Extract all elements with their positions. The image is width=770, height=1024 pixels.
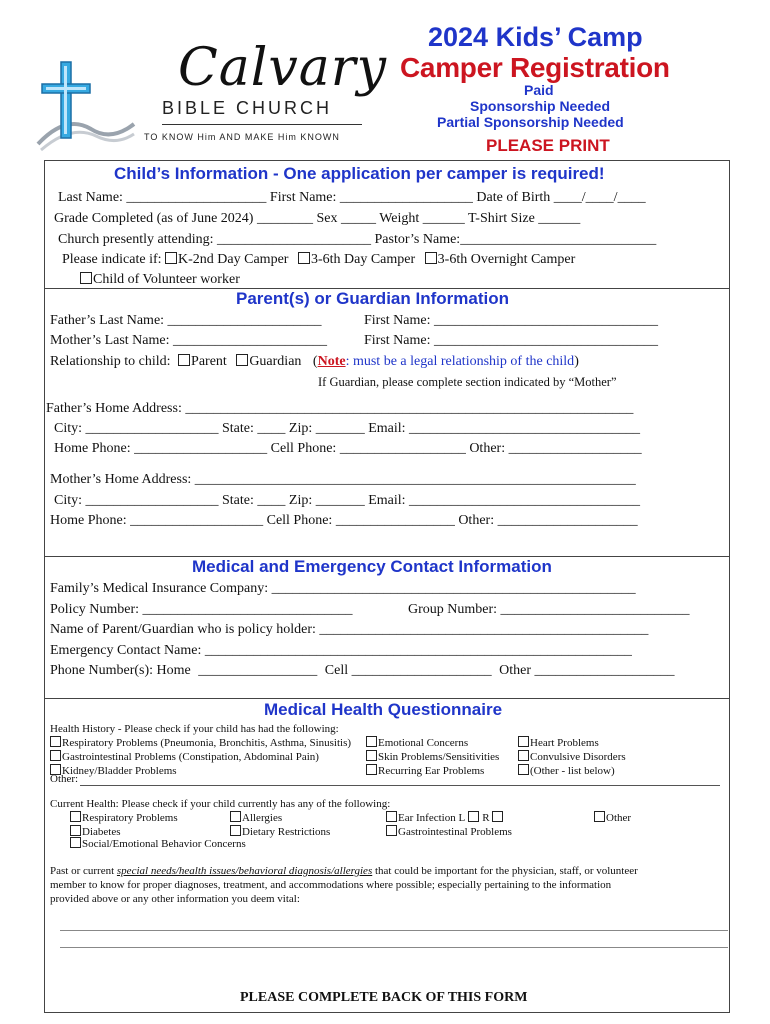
history-checkbox[interactable] xyxy=(366,736,377,747)
insurance-field[interactable]: Family’s Medical Insurance Company: ____________________________________________________ xyxy=(50,581,636,596)
volunteer-checkbox[interactable] xyxy=(80,272,92,284)
mother-city-row[interactable]: City: ___________________ State: ____ Zip: _______ Email: _________________________________ xyxy=(54,493,641,508)
history-column-2 xyxy=(366,736,499,778)
phone-home-field[interactable]: _________________ xyxy=(198,663,318,678)
current-item: Allergies xyxy=(230,811,330,825)
volunteer-label: Child of Volunteer worker xyxy=(93,272,240,287)
relationship-label: Relationship to child: xyxy=(50,354,171,369)
mother-last-name-field[interactable]: Mother’s Last Name: ______________________ xyxy=(50,333,327,348)
36-day-label: 3-6th Day Camper xyxy=(310,252,416,267)
k2-day-checkbox[interactable] xyxy=(165,252,177,264)
history-item: Recurring Ear Problems xyxy=(366,764,499,778)
cross-icon xyxy=(36,54,136,154)
current-column-2 xyxy=(230,811,330,839)
current-item: Dietary Restrictions xyxy=(230,825,330,839)
church-logo xyxy=(36,38,388,152)
current-column-1 xyxy=(70,811,178,839)
36-overnight-label: 3-6th Overnight Camper xyxy=(437,252,576,267)
history-item: Gastrointestinal Problems (Constipation, Abdominal Pain) xyxy=(50,750,351,764)
father-address-field[interactable]: Father’s Home Address: ________________________________________________________________ xyxy=(46,401,634,416)
ear-left-checkbox[interactable] xyxy=(468,811,479,822)
questionnaire-section-title: Medical Health Questionnaire xyxy=(264,700,503,719)
relationship-row xyxy=(50,353,579,371)
history-checkbox[interactable] xyxy=(518,764,529,775)
mother-address-field[interactable]: Mother’s Home Address: _______________________________________________________________ xyxy=(50,472,636,487)
child-grade-row[interactable]: Grade Completed (as of June 2024) ________ Sex _____ Weight ______ T-Shirt Size ______ xyxy=(54,211,581,226)
please-print: PLEASE PRINT xyxy=(486,136,610,155)
special-needs-underlined: special needs/health issues/behavioral diagnosis/allergies xyxy=(116,865,373,877)
36-overnight-checkbox[interactable] xyxy=(425,252,437,264)
group-number-field[interactable]: Group Number: ___________________________ xyxy=(408,602,690,617)
health-history-intro: Health History - Please check if your child has had the following: xyxy=(50,723,339,735)
history-item: Kidney/Bladder Problems xyxy=(50,764,351,778)
current-item: Respiratory Problems xyxy=(70,811,178,825)
phone-label: Phone Number(s): Home xyxy=(50,663,191,678)
form-title: 2024 Kids’ Camp xyxy=(428,22,643,52)
current-item: Ear Infection L R xyxy=(386,811,512,825)
current-item: Diabetes xyxy=(70,825,178,839)
camper-type-label: Please indicate if: xyxy=(62,252,162,267)
policy-holder-field[interactable]: Name of Parent/Guardian who is policy holder: _______________________________________________ xyxy=(50,622,649,637)
history-item: Convulsive Disorders xyxy=(518,750,626,764)
parents-section-title: Parent(s) or Guardian Information xyxy=(236,289,509,308)
current-checkbox[interactable] xyxy=(386,811,397,822)
history-item: Respiratory Problems (Pneumonia, Bronchitis, Asthma, Sinusitis) xyxy=(50,736,351,750)
current-other-checkbox[interactable] xyxy=(594,811,605,822)
note-word: Note xyxy=(317,354,346,369)
divider-top xyxy=(44,160,730,161)
history-item: Skin Problems/Sensitivities xyxy=(366,750,499,764)
child-church-row[interactable]: Church presently attending: ______________________ Pastor’s Name:____________________________ xyxy=(58,232,657,247)
current-checkbox[interactable] xyxy=(386,825,397,836)
father-city-row[interactable]: City: ___________________ State: ____ Zip: _______ Email: _________________________________ xyxy=(54,421,641,436)
volunteer-row xyxy=(80,271,240,289)
option-paid: Paid xyxy=(524,82,554,98)
history-item: Heart Problems xyxy=(518,736,626,750)
child-name-row[interactable]: Last Name: ____________________ First Name: ___________________ Date of Birth ____/____/____ xyxy=(58,190,646,205)
history-checkbox[interactable] xyxy=(518,736,529,747)
child-section-title: Child’s Information - One application per camper is required! xyxy=(114,164,605,183)
policy-number-field[interactable]: Policy Number: ______________________________ xyxy=(50,602,353,617)
emergency-phone-row xyxy=(50,662,675,680)
logo-church-name: BIBLE CHURCH xyxy=(162,98,333,118)
logo-tagline: TO KNOW Him AND MAKE Him KNOWN xyxy=(144,132,340,142)
history-checkbox[interactable] xyxy=(366,750,377,761)
ear-right-checkbox[interactable] xyxy=(492,811,503,822)
note-text: : must be a legal relationship of the child xyxy=(345,354,575,369)
complete-back-notice: PLEASE COMPLETE BACK OF THIS FORM xyxy=(240,990,528,1005)
current-social-checkbox[interactable] xyxy=(70,837,81,848)
option-sponsorship: Sponsorship Needed xyxy=(470,98,611,114)
guardian-label: Guardian xyxy=(249,354,302,369)
phone-cell-label: Cell xyxy=(324,663,349,678)
option-partial-sponsorship: Partial Sponsorship Needed xyxy=(437,114,624,130)
phone-other-label: Other xyxy=(499,663,531,678)
current-health-intro: Current Health: Please check if your child currently has any of the following: xyxy=(50,798,391,810)
phone-cell-field[interactable]: ____________________ xyxy=(351,663,492,678)
history-checkbox[interactable] xyxy=(50,736,61,747)
parent-checkbox[interactable] xyxy=(178,354,190,366)
current-social: Social/Emotional Behavior Concerns xyxy=(70,837,246,851)
current-item: Gastrointestinal Problems xyxy=(386,825,512,839)
divider-questionnaire xyxy=(44,698,730,699)
history-checkbox[interactable] xyxy=(50,750,61,761)
guardian-checkbox[interactable] xyxy=(236,354,248,366)
history-column-1 xyxy=(50,736,351,778)
k2-day-label: K-2nd Day Camper xyxy=(178,252,289,267)
logo-script: Calvary xyxy=(178,38,388,98)
guardian-hint: If Guardian, please complete section indicated by “Mother” xyxy=(318,375,617,389)
father-phone-row[interactable]: Home Phone: ___________________ Cell Phone: __________________ Other: ___________________ xyxy=(54,441,642,456)
relationship-note: (Note: must be a legal relationship of the child) xyxy=(312,354,579,369)
mother-first-name-field[interactable]: First Name: ________________________________ xyxy=(364,333,658,348)
special-needs-line-2[interactable] xyxy=(60,947,728,948)
camper-type-row xyxy=(62,251,575,269)
current-checkbox[interactable] xyxy=(230,825,241,836)
history-checkbox[interactable] xyxy=(518,750,529,761)
history-item: (Other - list below) xyxy=(518,764,626,778)
medical-section-title: Medical and Emergency Contact Information xyxy=(192,557,552,576)
special-needs-line-1[interactable] xyxy=(60,930,728,931)
father-last-name-field[interactable]: Father’s Last Name: ______________________ xyxy=(50,313,322,328)
logo-underline xyxy=(162,124,362,125)
current-checkbox[interactable] xyxy=(70,825,81,836)
36-day-checkbox[interactable] xyxy=(298,252,310,264)
history-column-3 xyxy=(518,736,626,778)
history-other-label: Other: xyxy=(50,773,79,785)
history-item: Emotional Concerns xyxy=(366,736,499,750)
current-column-3 xyxy=(386,811,512,839)
current-other: Other xyxy=(594,811,631,825)
mother-phone-row[interactable]: Home Phone: ___________________ Cell Phone: _________________ Other: ____________________ xyxy=(50,513,638,528)
phone-other-field[interactable]: ____________________ xyxy=(534,663,675,678)
father-first-name-field[interactable]: First Name: ________________________________ xyxy=(364,313,658,328)
special-needs-text: Past or current special needs/health issues/behavioral diagnosis/allergies that could be important for the physician, staff, or volunteer member to know for proper diagnoses, treatment, and accommodations where possible; especially pertaining to the information provided above or any other information you deem vital: xyxy=(50,865,638,905)
parent-label: Parent xyxy=(191,354,227,369)
history-other-line[interactable] xyxy=(80,785,720,786)
form-subtitle: Camper Registration xyxy=(400,52,670,83)
current-checkbox[interactable] xyxy=(230,811,241,822)
history-checkbox[interactable] xyxy=(366,764,377,775)
emergency-contact-field[interactable]: Emergency Contact Name: _____________________________________________________________ xyxy=(50,643,632,658)
current-checkbox[interactable] xyxy=(70,811,81,822)
